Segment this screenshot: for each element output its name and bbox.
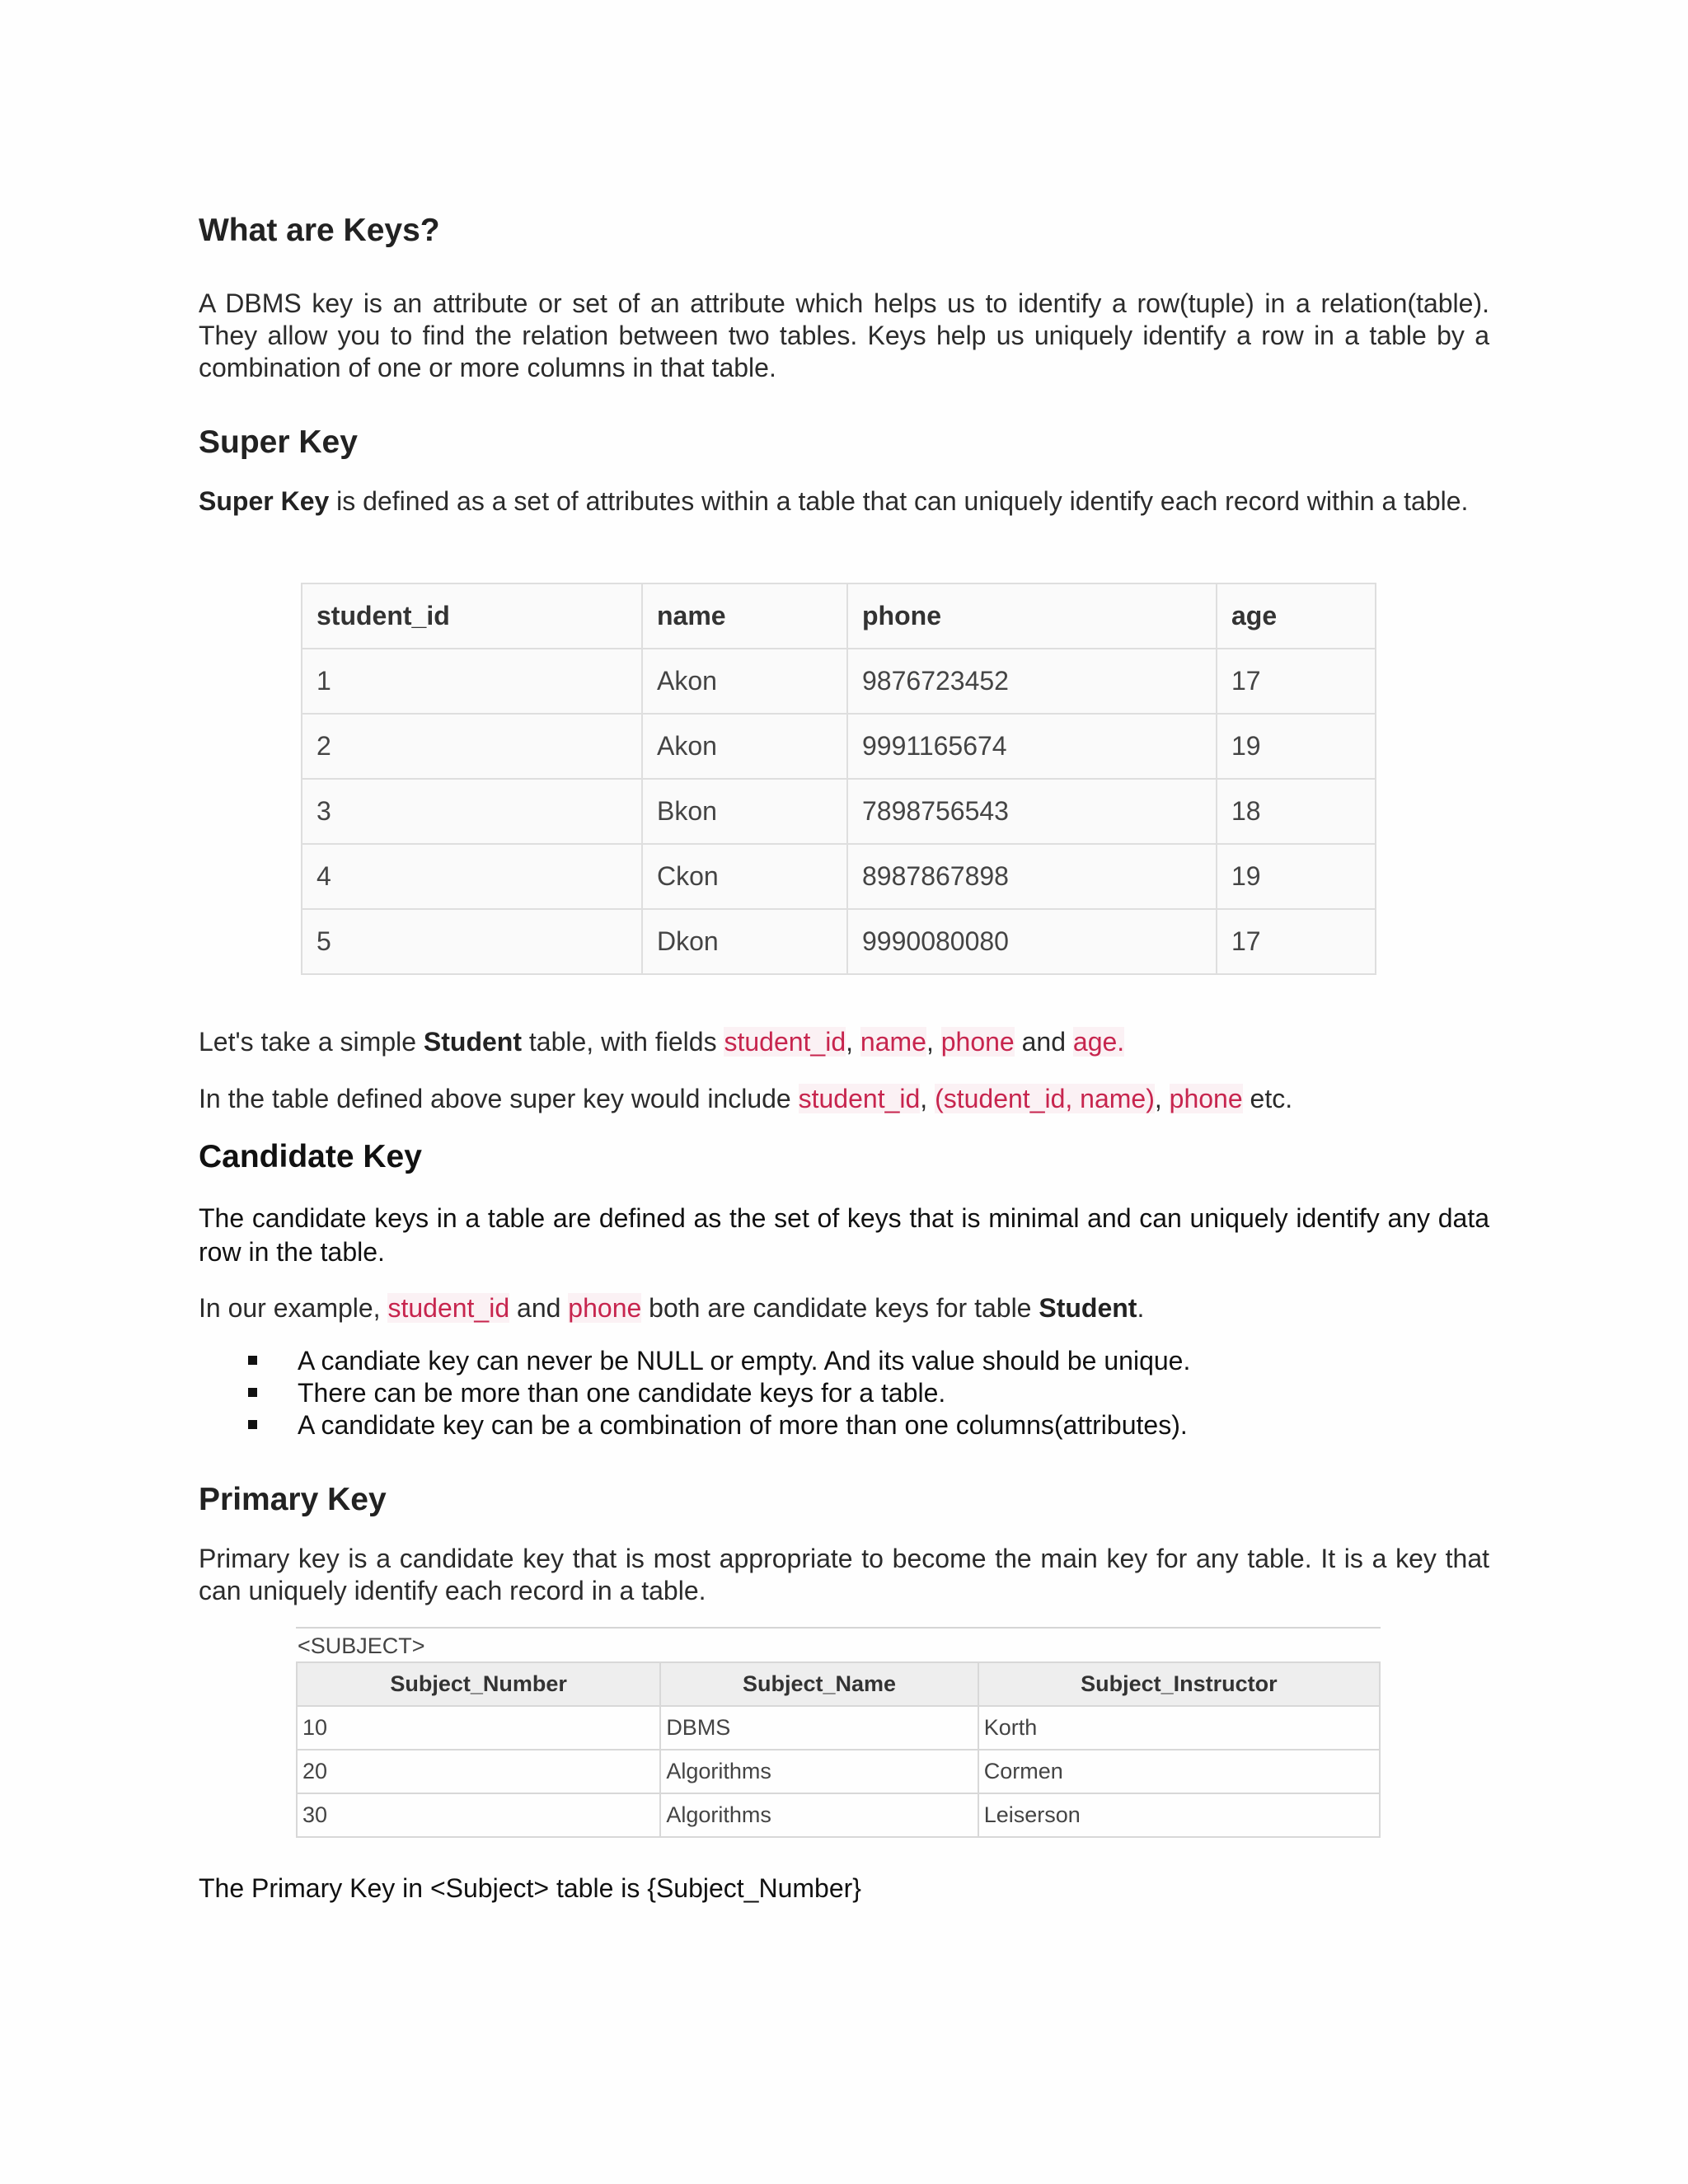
column-header: Subject_Instructor [978, 1662, 1380, 1706]
student-term: Student [423, 1027, 522, 1057]
table-cell: Leiserson [978, 1793, 1380, 1837]
inline-code: student_id [387, 1293, 510, 1323]
table-cell: 17 [1217, 909, 1376, 974]
heading-super-key: Super Key [199, 424, 358, 460]
inline-code: age. [1072, 1027, 1125, 1057]
square-bullet-icon [248, 1388, 257, 1397]
inline-code: (student_id, name) [935, 1084, 1155, 1113]
list-item-text: A candidate key can be a combination of more than one columns(attributes). [298, 1410, 1188, 1440]
text-run: , [926, 1027, 941, 1057]
heading-candidate-key: Candidate Key [199, 1139, 422, 1174]
table-row [297, 1750, 1380, 1793]
text-run: , [1154, 1084, 1170, 1113]
divider [296, 1627, 1381, 1629]
subject-table [296, 1661, 1381, 1838]
table-cell: 17 [1217, 649, 1376, 714]
table-cell: 9990080080 [847, 909, 1217, 974]
table-cell: Akon [642, 649, 847, 714]
table-row [302, 909, 1376, 974]
list-item-text: A candiate key can never be NULL or empty. And its value should be unique. [298, 1346, 1191, 1376]
text-run: and [509, 1293, 569, 1323]
text-run: and [1014, 1027, 1073, 1057]
text-run: . [1137, 1293, 1145, 1323]
text-run: etc. [1242, 1084, 1293, 1113]
heading-what-are-keys: What are Keys? [199, 213, 440, 248]
table-row [297, 1706, 1380, 1750]
student-table-header-row [302, 583, 1376, 649]
student-term: Student [1039, 1293, 1137, 1323]
candidate-key-definition: The candidate keys in a table are defined as the set of keys that is minimal and can uniquely identify any data row in the table. [199, 1203, 1489, 1267]
column-header: age [1217, 583, 1376, 649]
column-header: phone [847, 583, 1217, 649]
table-cell: 4 [302, 844, 642, 909]
table-cell: Dkon [642, 909, 847, 974]
subject-table-header-row [297, 1662, 1380, 1706]
column-header: Subject_Number [297, 1662, 660, 1706]
table-cell: 3 [302, 779, 642, 844]
keys-intro-paragraph: A DBMS key is an attribute or set of an attribute which helps us to identify a row(tuple) in a relation(table). They allow you to find the relation between two tables. Keys help us uniquely identify a row in a table by a combination of one or more columns in that table. [199, 288, 1489, 382]
table-cell: Cormen [978, 1750, 1380, 1793]
student-table [301, 583, 1376, 975]
super-key-examples-sentence [199, 1083, 1489, 1115]
list-item-text: There can be more than one candidate keys for a table. [298, 1378, 946, 1408]
square-bullet-icon [248, 1356, 257, 1365]
table-cell: 5 [302, 909, 642, 974]
column-header: student_id [302, 583, 642, 649]
table-cell: DBMS [660, 1706, 978, 1750]
table-cell: 1 [302, 649, 642, 714]
list-item [248, 1345, 1190, 1377]
inline-code: phone [1169, 1084, 1243, 1113]
table-row [302, 714, 1376, 779]
list-item [248, 1409, 1190, 1441]
table-cell: Korth [978, 1706, 1380, 1750]
table-cell: Algorithms [660, 1793, 978, 1837]
primary-key-conclusion: The Primary Key in <Subject> table is {Subject_Number} [199, 1873, 861, 1903]
inline-code: name [860, 1027, 926, 1057]
inline-code: student_id [724, 1027, 846, 1057]
table-cell: Algorithms [660, 1750, 978, 1793]
table-row [297, 1793, 1380, 1837]
table-cell: 19 [1217, 844, 1376, 909]
list-item [248, 1377, 1190, 1409]
super-key-term: Super Key [199, 486, 330, 516]
student-fields-sentence [199, 1026, 1489, 1058]
text-run: Let's take a simple [199, 1027, 424, 1057]
table-cell: 9876723452 [847, 649, 1217, 714]
heading-primary-key: Primary Key [199, 1482, 387, 1517]
table-cell: 30 [297, 1793, 660, 1837]
table-cell: 10 [297, 1706, 660, 1750]
candidate-key-example [199, 1292, 1489, 1324]
table-cell: 2 [302, 714, 642, 779]
table-cell: Ckon [642, 844, 847, 909]
table-cell: 18 [1217, 779, 1376, 844]
table-cell: 7898756543 [847, 779, 1217, 844]
table-row [302, 844, 1376, 909]
primary-key-definition: Primary key is a candidate key that is most appropriate to become the main key for any table. It is a key that can uniquely identify each record in a table. [199, 1544, 1489, 1605]
text-run: table, with fields [522, 1027, 724, 1057]
table-cell: 9991165674 [847, 714, 1217, 779]
table-cell: 20 [297, 1750, 660, 1793]
table-row [302, 779, 1376, 844]
table-cell: Bkon [642, 779, 847, 844]
table-cell: 19 [1217, 714, 1376, 779]
super-key-definition-text: is defined as a set of attributes within a table that can uniquely identify each record within a table. [329, 486, 1469, 516]
inline-code: student_id [798, 1084, 921, 1113]
text-run: , [920, 1084, 935, 1113]
text-run: In the table defined above super key would include [199, 1084, 799, 1113]
inline-code: phone [940, 1027, 1015, 1057]
subject-table-caption: <SUBJECT> [298, 1633, 425, 1658]
table-row [302, 649, 1376, 714]
table-cell: 8987867898 [847, 844, 1217, 909]
inline-code: phone [568, 1293, 642, 1323]
candidate-key-bullet-list [248, 1345, 1190, 1441]
table-cell: Akon [642, 714, 847, 779]
text-run: In our example, [199, 1293, 388, 1323]
column-header: Subject_Name [660, 1662, 978, 1706]
square-bullet-icon [248, 1420, 257, 1429]
super-key-definition [199, 485, 1489, 518]
text-run: , [846, 1027, 860, 1057]
column-header: name [642, 583, 847, 649]
text-run: both are candidate keys for table [641, 1293, 1039, 1323]
